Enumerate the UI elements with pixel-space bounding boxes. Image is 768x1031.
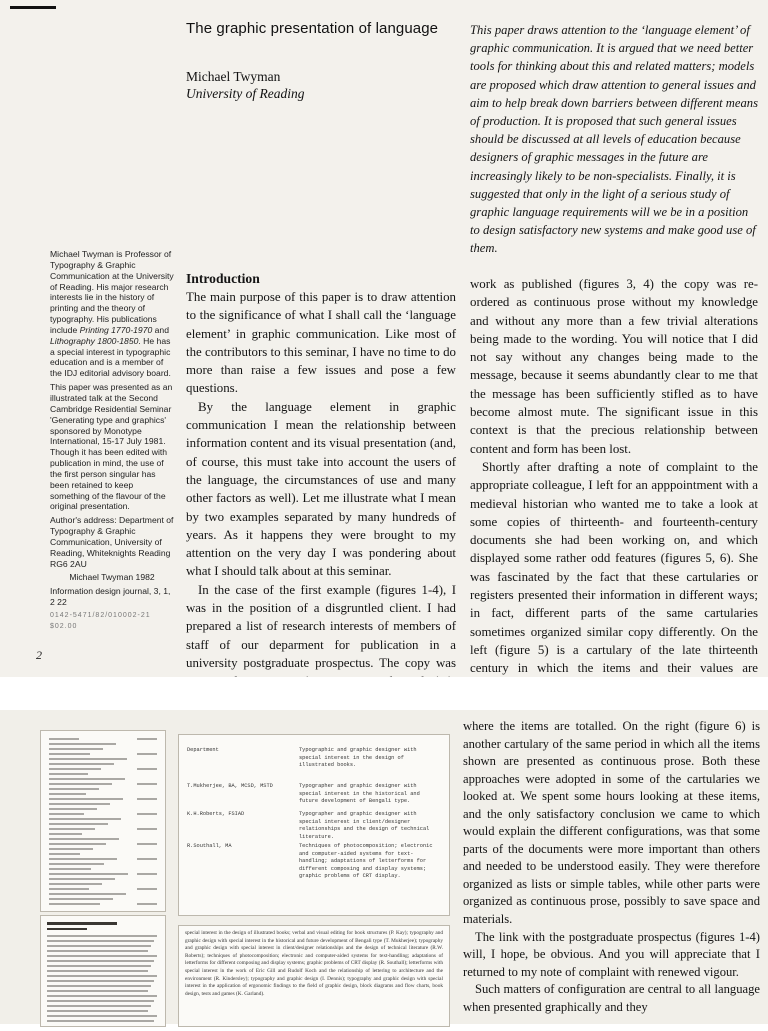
author-bio — [50, 249, 174, 379]
section-heading-introduction: Introduction — [186, 271, 260, 286]
table-name-cell: T.Mukherjee, BA, MCSD, MSTD — [187, 783, 273, 789]
paragraph: The main purpose of this paper is to draw attention to the significance of what I shall call the ‘language element’ in graphic communication. Like most of the contributors to this seminar, I have no time to do more than raise a few issues and pose a few questions. — [186, 290, 456, 396]
figure-1-typewritten-table — [178, 734, 450, 916]
author-block — [186, 68, 304, 102]
top-rule — [10, 6, 56, 9]
cartulary-list-lines — [49, 739, 157, 904]
author-affiliation: University of Reading — [186, 86, 305, 101]
page-number: 2 — [36, 648, 42, 662]
table-name-cell: K.H.Roberts, FSIAD — [187, 811, 245, 817]
table-entry-cell: Typographic and graphic designer with special interest in the design of illustrated books. — [299, 747, 417, 769]
bio-text-1: Michael Twyman is Professor of Typography & Graphic Communication at the University of Reading. His major research interests lie in the history of printing and the theory of typography. His publications include — [50, 249, 174, 335]
bio-text-3: . He has a special interest in typographic education and is a member of the IDJ editorial advisory board. — [50, 335, 171, 379]
bio-text-2: and — [152, 324, 169, 335]
book-title-1: Printing 1770-1970 — [79, 324, 153, 335]
cartulary-prose-image — [41, 916, 165, 1026]
table-name-cell: Department — [187, 747, 219, 753]
copyright-line: Michael Twyman 1982 — [69, 572, 155, 583]
issn-line: 0142-5471/82/010002-21 $02.00 — [50, 612, 151, 630]
paragraph: where the items are totalled. On the right (figure 6) is another cartulary of the same period in which all the items shown are presented as continuous prose. Both these approaches were adopted in some of the cartularies we looked at. We spent some hours looking at these items, and the only satisfactory conclusion we came to which would explain the different configurations, was that some parts of the documents were more important than others and needed to be understood easily. They were therefore organized as lists or simple tables, while other parts were organized as continuous prose, possibly to save space and materials. — [463, 719, 760, 927]
author-address: Author's address: Department of Typography & Graphic Communication, University of Reading, Whiteknights Reading RG6 2AU — [50, 515, 174, 569]
body-column-1 — [186, 270, 456, 727]
table-entry-cell: Typographer and graphic designer with special interest in client/designer relationships and the design of technical literature. — [299, 811, 430, 840]
paragraph: By the language element in graphic communication I mean the relationship between information content and its visual presentation (and, of course, this must take into account the users of the language, the circumstances of use and many other factors as well). Let me illustrate what I mean by two examples separated by many hundreds of years. As it happens they were brought to my attention on the very day I was pondering about what I should talk about at this seminar. — [186, 399, 456, 579]
abstract: This paper draws attention to the ‘language element’ of graphic communication. It is argued that we need better tools for thinking about this and related matters; models are proposed which draw attention to general issues and aim to help break down barriers between different means of production. It is proposed that such general issues should be discussed at all levels of education because designers of graphic messages in the future are increasingly likely to be non-specialists. Finally, it is suggested that only in the light of a serious study of graphic language requirements will we be in a position to design satisfactory new systems and make good use of them. — [470, 23, 758, 256]
figure-2-published-prose — [178, 925, 450, 1027]
presentation-note: This paper was presented as an illustrated talk at the Second Cambridge Residential Seminar 'Generating type and graphics' sponsored by Monotype International, 15-17 July 1981. Though it has been edited with publication in mind, the use of the first person singular has been retained to keep something of the flavour of the original presentation. — [50, 382, 173, 512]
prose-subheading-bar — [47, 928, 87, 930]
paragraph: Shortly after drafting a note of complaint to the appropriate colleague, I left for an apppointment with a medieval historian who wanted me to take a look at some copies of thirteenth- and fourteenth-century documents she had been working on, and which displayed some rather odd features (figures 5, 6). She was fascinated by the fact that these cartularies or registers presented their information in different ways; in fact, different parts of the same cartularies sometimes organized similar copy differently. On the left (figure 5) is a cartulary of the late thirteenth century in which the items and their values are — [470, 459, 758, 676]
author-sidenote — [50, 249, 174, 636]
prose-heading-bar — [47, 922, 117, 925]
cartulary-list-image — [41, 731, 165, 911]
published-prose-text: special interest in the design of illustrated books; verbal and visual editing for book structures (P. Kay); typography and graphic design with special interest in the historical and future development of Bengali type (T. Mukherjee); typography and graphic design with special interest in client/designer relationships and the design of technical literature (R.W. Roberts); techniques of photocomposition; electronic and computer-aided systems for text-handling; adaptations of letterforms for different composing and display systems; graphic problems of CRT display (R. Southall); letterforms with special interest in the work of Eric Gill and Rudolf Koch and the relationship of lettering to architecture and the environment (R. Kindersley); typography and graphic design (I. Dennis); typography and graphic design with special interest in the application of ergonomic findings to the field of graphic design, block diagrams and flow charts, book design, tests and games (K. Garland). — [185, 930, 443, 997]
paragraph: Such matters of configuration are central to all language when presented graphically and they — [463, 982, 760, 1014]
book-title-2: Lithography 1800-1850 — [50, 335, 139, 346]
paragraph: In the case of the first example (figures 1-4), I was in the position of a disgruntled client. I had prepared a list of research interests of members of staff of our deparment for publication in a university postgraduate prospectus. The copy was — [186, 582, 456, 670]
body-column-3 — [463, 718, 760, 1016]
page-gap — [0, 677, 768, 710]
article-title: The graphic presentation of language — [186, 20, 439, 37]
body-column-2 — [470, 275, 758, 714]
figure-5-cartulary-list — [40, 730, 166, 912]
table-entry-cell: Techniques of photocomposition; electronic and computer-aided systems for text-handling; adaptations of letterforms for different composing and display systems; graphic problems of CRT display. — [299, 843, 433, 880]
journal-citation: Information design journal, 3, 1, 2 22 — [50, 586, 171, 608]
table-entry-cell: Typographer and graphic designer with special interest in the historical and future development of Bengali type. — [299, 783, 420, 805]
figure-6-cartulary-prose — [40, 915, 166, 1027]
lower-page — [0, 710, 768, 1024]
author-name: Michael Twyman — [186, 69, 281, 84]
cartulary-prose-lines — [47, 936, 157, 1021]
paragraph: The link with the postgraduate prospectus (figures 1-4) will, I hope, be obvious. And you will appreciate that I returned to my note of complaint with renewed vigour. — [463, 929, 760, 979]
table-name-cell: R.Southall, MA — [187, 843, 232, 849]
paragraph: work as published (figures 3, 4) the copy was re-ordered as continuous prose without my knowledge and without any more than a few trivial alterations being made to the wording. You will notice that I did not say without any changes being made to the message, because it seems abundantly clear to me that the message has been sufficiently stifled as to have become almost mute. The significant issue in this context is that the precious relationship between content and form has been lost. — [470, 277, 758, 456]
